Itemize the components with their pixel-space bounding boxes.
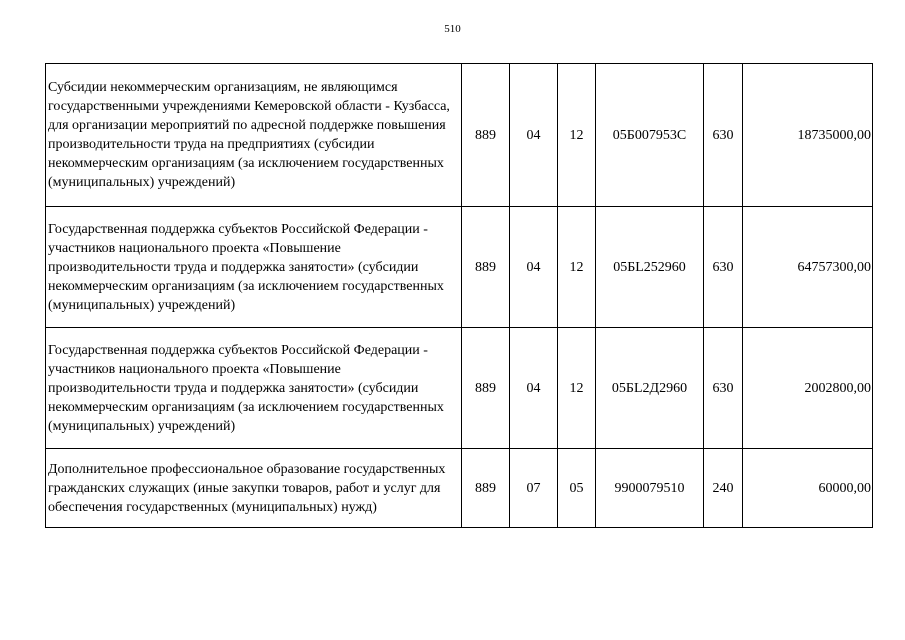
subsection-code: 12 (558, 328, 596, 449)
expense-type-code: 240 (704, 449, 743, 528)
amount-value: 18735000,00 (743, 64, 873, 207)
ministry-code: 889 (462, 328, 510, 449)
amount-value: 60000,00 (743, 449, 873, 528)
amount-value: 64757300,00 (743, 207, 873, 328)
target-article-code: 05Б007953С (596, 64, 704, 207)
budget-table (45, 63, 873, 528)
expense-type-code: 630 (704, 328, 743, 449)
expense-description: Субсидии некоммерческим организациям, не являющимся государственными учреждениями Кемеровской области - Кузбасса, для организации мероприятий по адресной поддержке повышения производительности труда на предприятиях (субсидии некоммерческим организациям (за исключением государственных (муниципальных) учреждений) (46, 64, 462, 207)
target-article-code: 05БL2Д2960 (596, 328, 704, 449)
ministry-code: 889 (462, 449, 510, 528)
expense-description: Государственная поддержка субъектов Российской Федерации - участников национального проекта «Повышение производительности труда и поддержка занятости» (субсидии некоммерческим организациям (за исключением государственных (муниципальных) учреждений) (46, 328, 462, 449)
expense-description: Дополнительное профессиональное образование государственных гражданских служащих (иные закупки товаров, работ и услуг для обеспечения государственных (муниципальных) нужд) (46, 449, 462, 528)
table-row (46, 328, 873, 449)
target-article-code: 05БL252960 (596, 207, 704, 328)
ministry-code: 889 (462, 64, 510, 207)
expense-description: Государственная поддержка субъектов Российской Федерации - участников национального проекта «Повышение производительности труда и поддержка занятости» (субсидии некоммерческим организациям (за исключением государственных (муниципальных) учреждений) (46, 207, 462, 328)
section-code: 07 (510, 449, 558, 528)
expense-type-code: 630 (704, 64, 743, 207)
table-row (46, 207, 873, 328)
table-row (46, 64, 873, 207)
section-code: 04 (510, 64, 558, 207)
subsection-code: 05 (558, 449, 596, 528)
ministry-code: 889 (462, 207, 510, 328)
expense-type-code: 630 (704, 207, 743, 328)
subsection-code: 12 (558, 207, 596, 328)
target-article-code: 9900079510 (596, 449, 704, 528)
page-number: 510 (444, 23, 461, 35)
table-row (46, 449, 873, 528)
section-code: 04 (510, 207, 558, 328)
subsection-code: 12 (558, 64, 596, 207)
amount-value: 2002800,00 (743, 328, 873, 449)
section-code: 04 (510, 328, 558, 449)
